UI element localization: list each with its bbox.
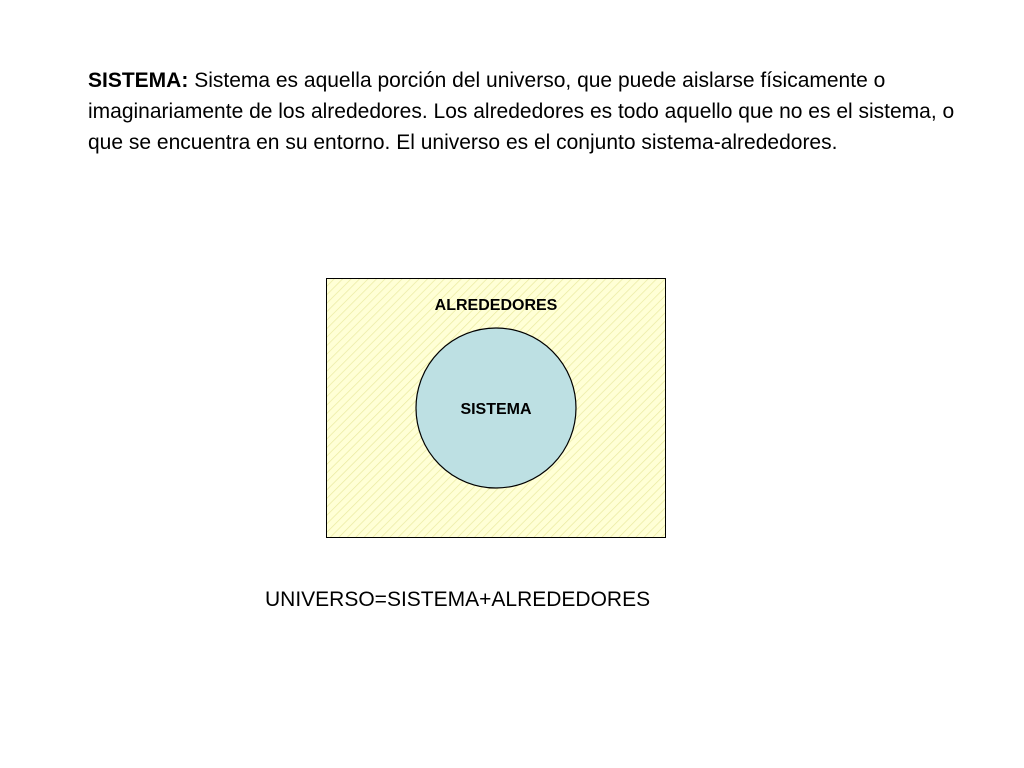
system-surroundings-diagram: [326, 278, 666, 538]
definition-text: Sistema es aquella porción del universo, que puede aislarse físicamente o imaginariamente de los alrededores. Los alrededores es todo aquello que no es el sistema, o que se encuentra en su entorno. El universo es el conjunto sistema-alrededores.: [88, 69, 955, 154]
surroundings-label: ALREDEDORES: [434, 297, 558, 314]
definition-paragraph: [88, 65, 968, 158]
universe-formula: UNIVERSO=SISTEMA+ALREDEDORES: [265, 588, 651, 611]
system-label: SISTEMA: [460, 401, 532, 418]
definition-term: SISTEMA:: [88, 69, 189, 92]
